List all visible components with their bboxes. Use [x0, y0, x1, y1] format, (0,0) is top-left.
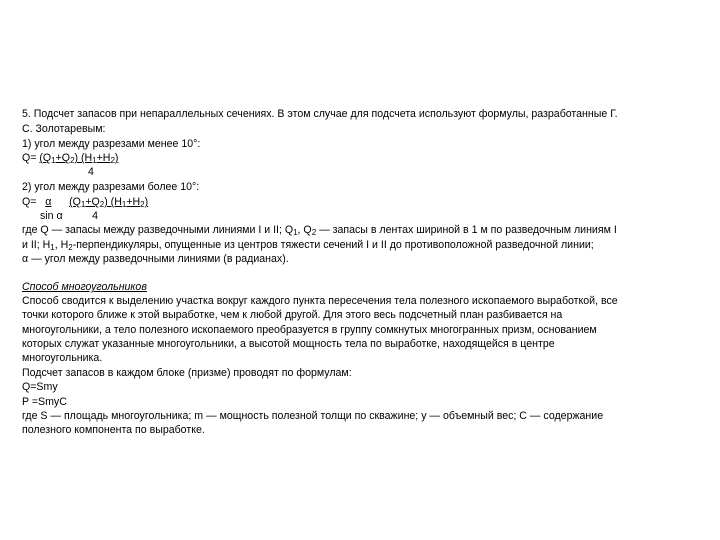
text-line: точки которого ближе к этой выработке, чем к любой другой. Для этого весь подсчетный план разбивается на	[22, 309, 563, 321]
formula-case2-numerator: Q= α $(Q_1+Q_2)$ $(H_1+H_2)$	[22, 196, 149, 209]
text-line: где S — площадь многоугольника; m — мощность полезной толщи по скважине; y — объемный вес; C — содержание	[22, 410, 604, 422]
text-line: α — угол между разведочными линиями (в радианах).	[22, 253, 289, 265]
formula-case2-denominator: sin α 4	[40, 210, 98, 222]
formula-line: P =SmyC	[22, 396, 67, 408]
formula-case1-denominator: 4	[88, 166, 94, 178]
text-line: Способ сводится к выделению участка вокруг каждого пункта пересечения тела полезного ископаемого выработкой, все	[22, 295, 618, 307]
text-line: 2) угол между разрезами более 10°:	[22, 181, 200, 193]
text-line: полезного компонента по выработке.	[22, 424, 205, 436]
section-heading: Способ многоугольников	[22, 281, 147, 293]
text-line: где Q — запасы между разведочными линиями I и II; $Q_1$, $Q_2$ — запасы в лентах шириной в 1 м по разведочным линиям I	[22, 224, 617, 237]
formula-case1-numerator: $Q= (Q_1+Q_2)$ $(H_1+H_2)$	[22, 152, 119, 165]
text-line: многоугольники, а тело полезного ископаемого преобразуется в группу сомкнутых многогранных призм, основанием	[22, 324, 597, 336]
formula-line: Q=Smy	[22, 381, 58, 393]
text-line: многоугольника.	[22, 352, 103, 364]
text-line: которых служат указанные многоугольники, а высотой мощность тела по выработке, находящейся в центре	[22, 338, 555, 350]
text-line: Подсчет запасов в каждом блоке (призме) проводят по формулам:	[22, 367, 352, 379]
text-line: С. Золотаревым:	[22, 123, 106, 135]
text-line: 5. Подсчет запасов при непараллельных сечениях. В этом случае для подсчета используют формулы, разработанные Г.	[22, 108, 618, 120]
text-line: 1) угол между разрезами менее 10°:	[22, 138, 201, 150]
text-line: и II; $H_1$, $H_2$-перпендикуляры, опущенные из центров тяжести сечений I и II до противоположной разведочной линии;	[22, 239, 594, 252]
